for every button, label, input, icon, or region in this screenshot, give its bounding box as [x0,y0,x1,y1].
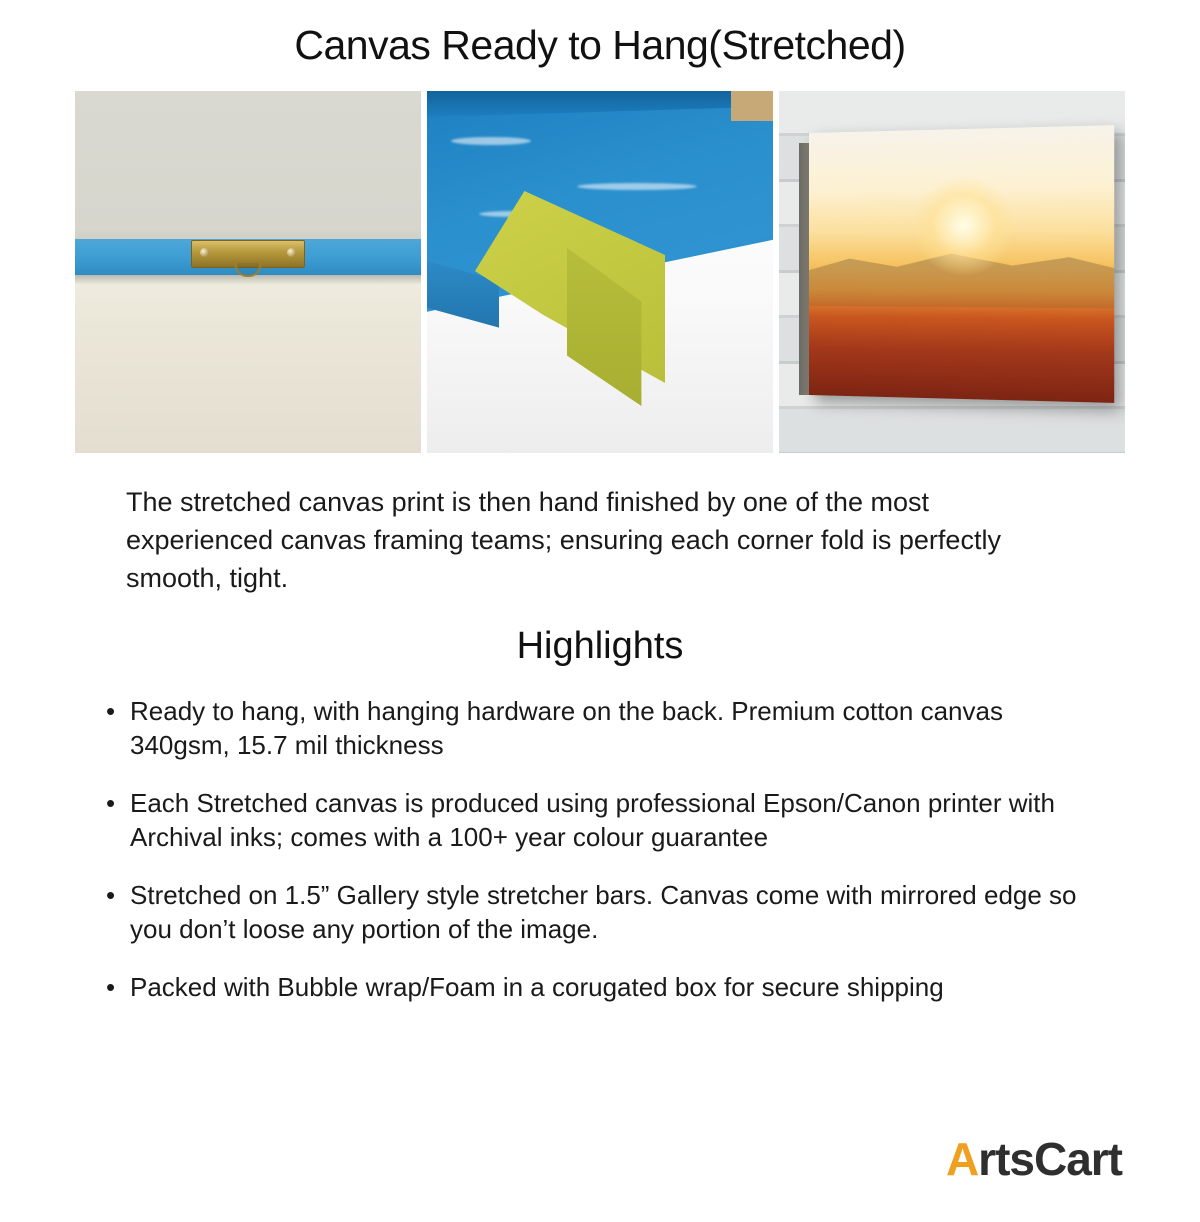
bullet-icon: • [106,972,116,1002]
highlights-list [100,694,1105,1004]
list-item [100,694,1105,762]
sunset-artwork-shape [809,125,1114,403]
sun-glow-shape [913,176,1014,276]
highlights-heading: Highlights [516,625,684,667]
list-item-text: Ready to hang, with hanging hardware on the back. Premium cotton canvas 340gsm, 15.7 mil thickness [130,696,1003,760]
list-item [100,878,1105,946]
list-item-text: Stretched on 1.5” Gallery style stretcher bars. Canvas come with mirrored edge so you don’t loose any portion of the image. [130,880,1077,944]
canvas-back-hardware-photo [75,91,421,453]
brand-logo [946,1132,1122,1186]
bullet-icon: • [106,696,116,726]
bullet-icon: • [106,880,116,910]
page-title: Canvas Ready to Hang(Stretched) [294,22,906,68]
cloud-shape [451,137,531,145]
list-item [100,970,1105,1004]
product-info-page [0,22,1200,1222]
brand-logo-accent: A [945,1133,979,1185]
canvas-corner-fold-photo [427,91,773,453]
brand-logo-text: rtsCart [978,1133,1122,1185]
product-image-gallery [75,91,1125,453]
product-description: The stretched canvas print is then hand finished by one of the most experienced canvas framing teams; ensuring each corner fold is perfectly smooth, tight. [126,487,1001,593]
bullet-icon: • [106,788,116,818]
list-item-text: Packed with Bubble wrap/Foam in a corugated box for secure shipping [130,972,944,1002]
tan-corner-shape [731,91,773,121]
list-item-text: Each Stretched canvas is produced using professional Epson/Canon printer with Archival inks; comes with a 100+ year colour guarantee [130,788,1055,852]
list-item [100,786,1105,854]
canvas-on-wall-photo [779,91,1125,453]
cloud-shape [577,183,697,190]
